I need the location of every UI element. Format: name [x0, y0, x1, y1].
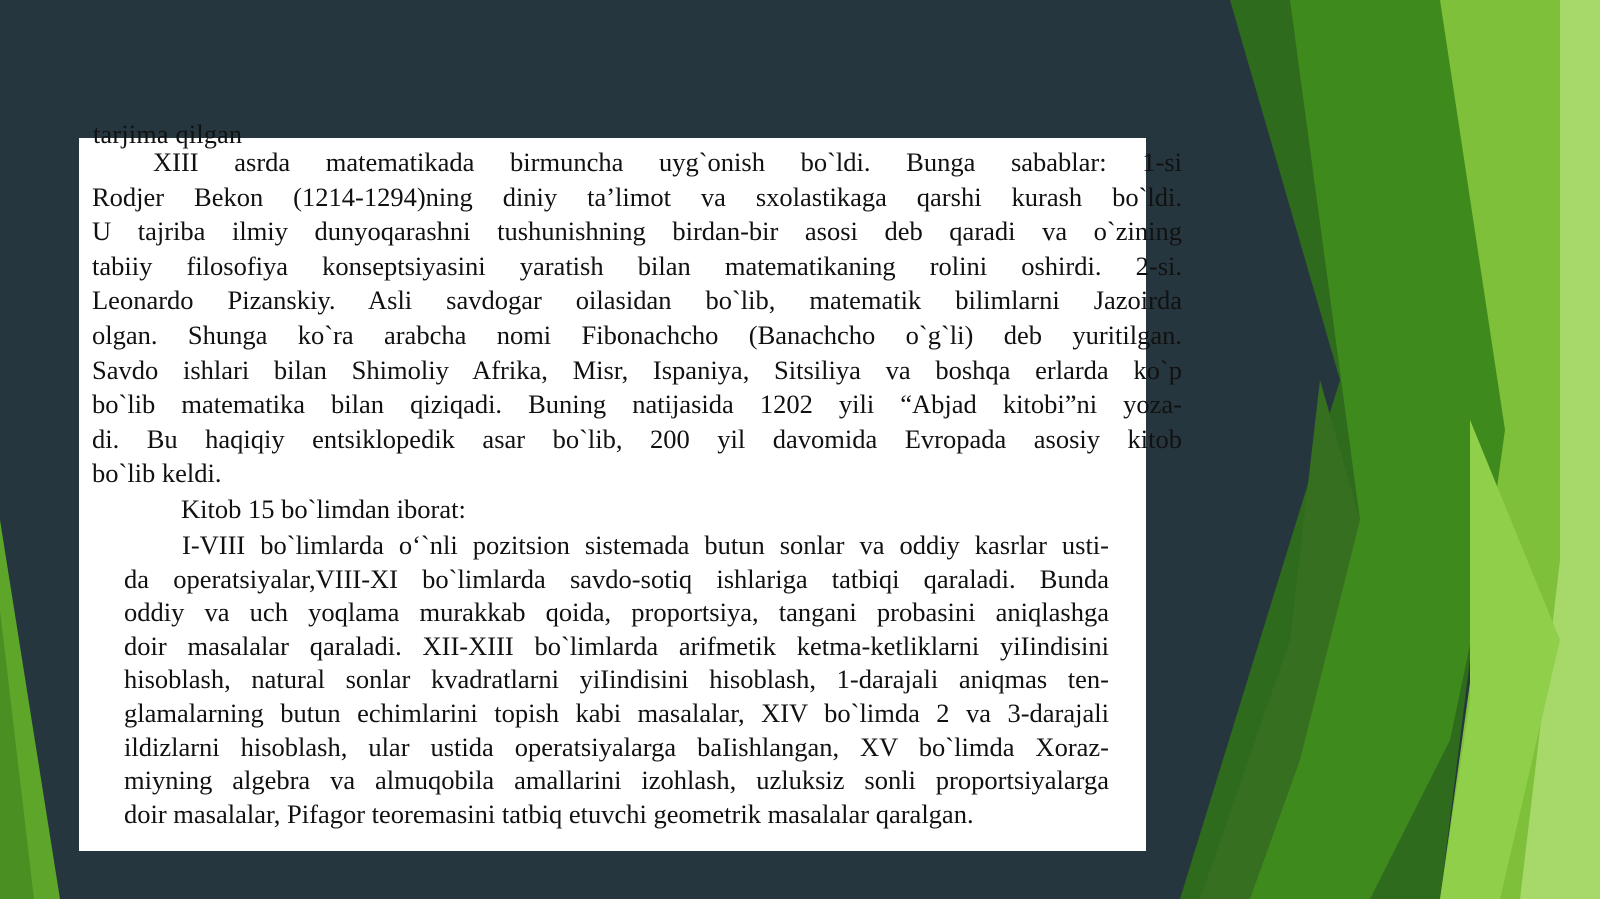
text-line: Leonardo Pizanskiy. Asli savdogar oilasidan bo`lib, matematik bilimlarni Jazoirda [92, 285, 1182, 316]
text-line: hisoblash, natural sonlar kvadratlarni yiIindisini hisoblash, 1-darajali aniqmas ten- [124, 664, 1109, 695]
text-line: bo`lib matematika bilan qiziqadi. Buning natijasida 1202 yili “Abjad kitobi”ni yoza- [92, 389, 1182, 420]
text-line: XIII asrda matematikada birmuncha uyg`onish bo`ldi. Bunga sabablar: 1-si [153, 147, 1182, 177]
text-line: da operatsiyalar,VIII-XI bo`limlarda savdo-sotiq ishlariga tatbiqi qaraladi. Bunda [124, 563, 1109, 594]
text-line: glamalarning butun echimlarini topish kabi masalalar, XIV bo`limda 2 va 3-darajali [124, 697, 1109, 728]
paragraph-history [92, 145, 1182, 491]
text-line: U tajriba ilmiy dunyoqarashni tushunishning birdan-bir asosi deb qaradi va o`zining [92, 216, 1182, 247]
text-line: ildizlarni hisoblash, ular ustida operatsiyalarga baIishlangan, XV bo`limda Xoraz- [124, 731, 1109, 762]
text-line: I-VIII bo`limlarda o‘`nli pozitsion sistemada butun sonlar va oddiy kasrlar usti- [182, 530, 1109, 560]
text-line: di. Bu haqiqiy entsiklopedik asar bo`lib, 200 yil davomida Evropada asosiy kitob [92, 423, 1182, 454]
text-line: bo`lib keldi. [92, 458, 222, 489]
text-line: tabiiy filosofiya konseptsiyasini yaratish bilan matematikaning rolini oshirdi. 2-si. [92, 250, 1182, 281]
text-line: miyning algebra va almuqobila amallarini izohlash, uzluksiz sonli proportsiyalarga [124, 765, 1109, 796]
text-line: Rodjer Bekon (1214-1294)ning diniy ta’limot va sxolastikaga qarshi kurash bo`ldi. [92, 181, 1182, 212]
kitob-heading-line: Kitob 15 bo`limdan iborat: [181, 494, 466, 524]
text-line: olgan. Shunga ko`ra arabcha nomi Fibonachcho (Banachcho o`g`li) deb yuritilgan. [92, 319, 1182, 350]
cut-off-line: tarjima qilgan [93, 120, 243, 149]
text-line: Savdo ishlari bilan Shimoliy Afrika, Misr, Ispaniya, Sitsiliya va boshqa erlarda ko`p [92, 354, 1182, 385]
text-line: doir masalalar, Pifagor teoremasini tatbiq etuvchi geometrik masalalar qaralgan. [124, 798, 974, 829]
paragraph-sections [124, 529, 1109, 831]
document-page [79, 120, 1182, 851]
text-line: oddiy va uch yoqlama murakkab qoida, proportsiya, tangani probasini aniqlashga [124, 597, 1109, 628]
text-line: doir masalalar qaraladi. XII-XIII bo`limlarda arifmetik ketma-ketliklarni yiIindisini [124, 630, 1109, 661]
